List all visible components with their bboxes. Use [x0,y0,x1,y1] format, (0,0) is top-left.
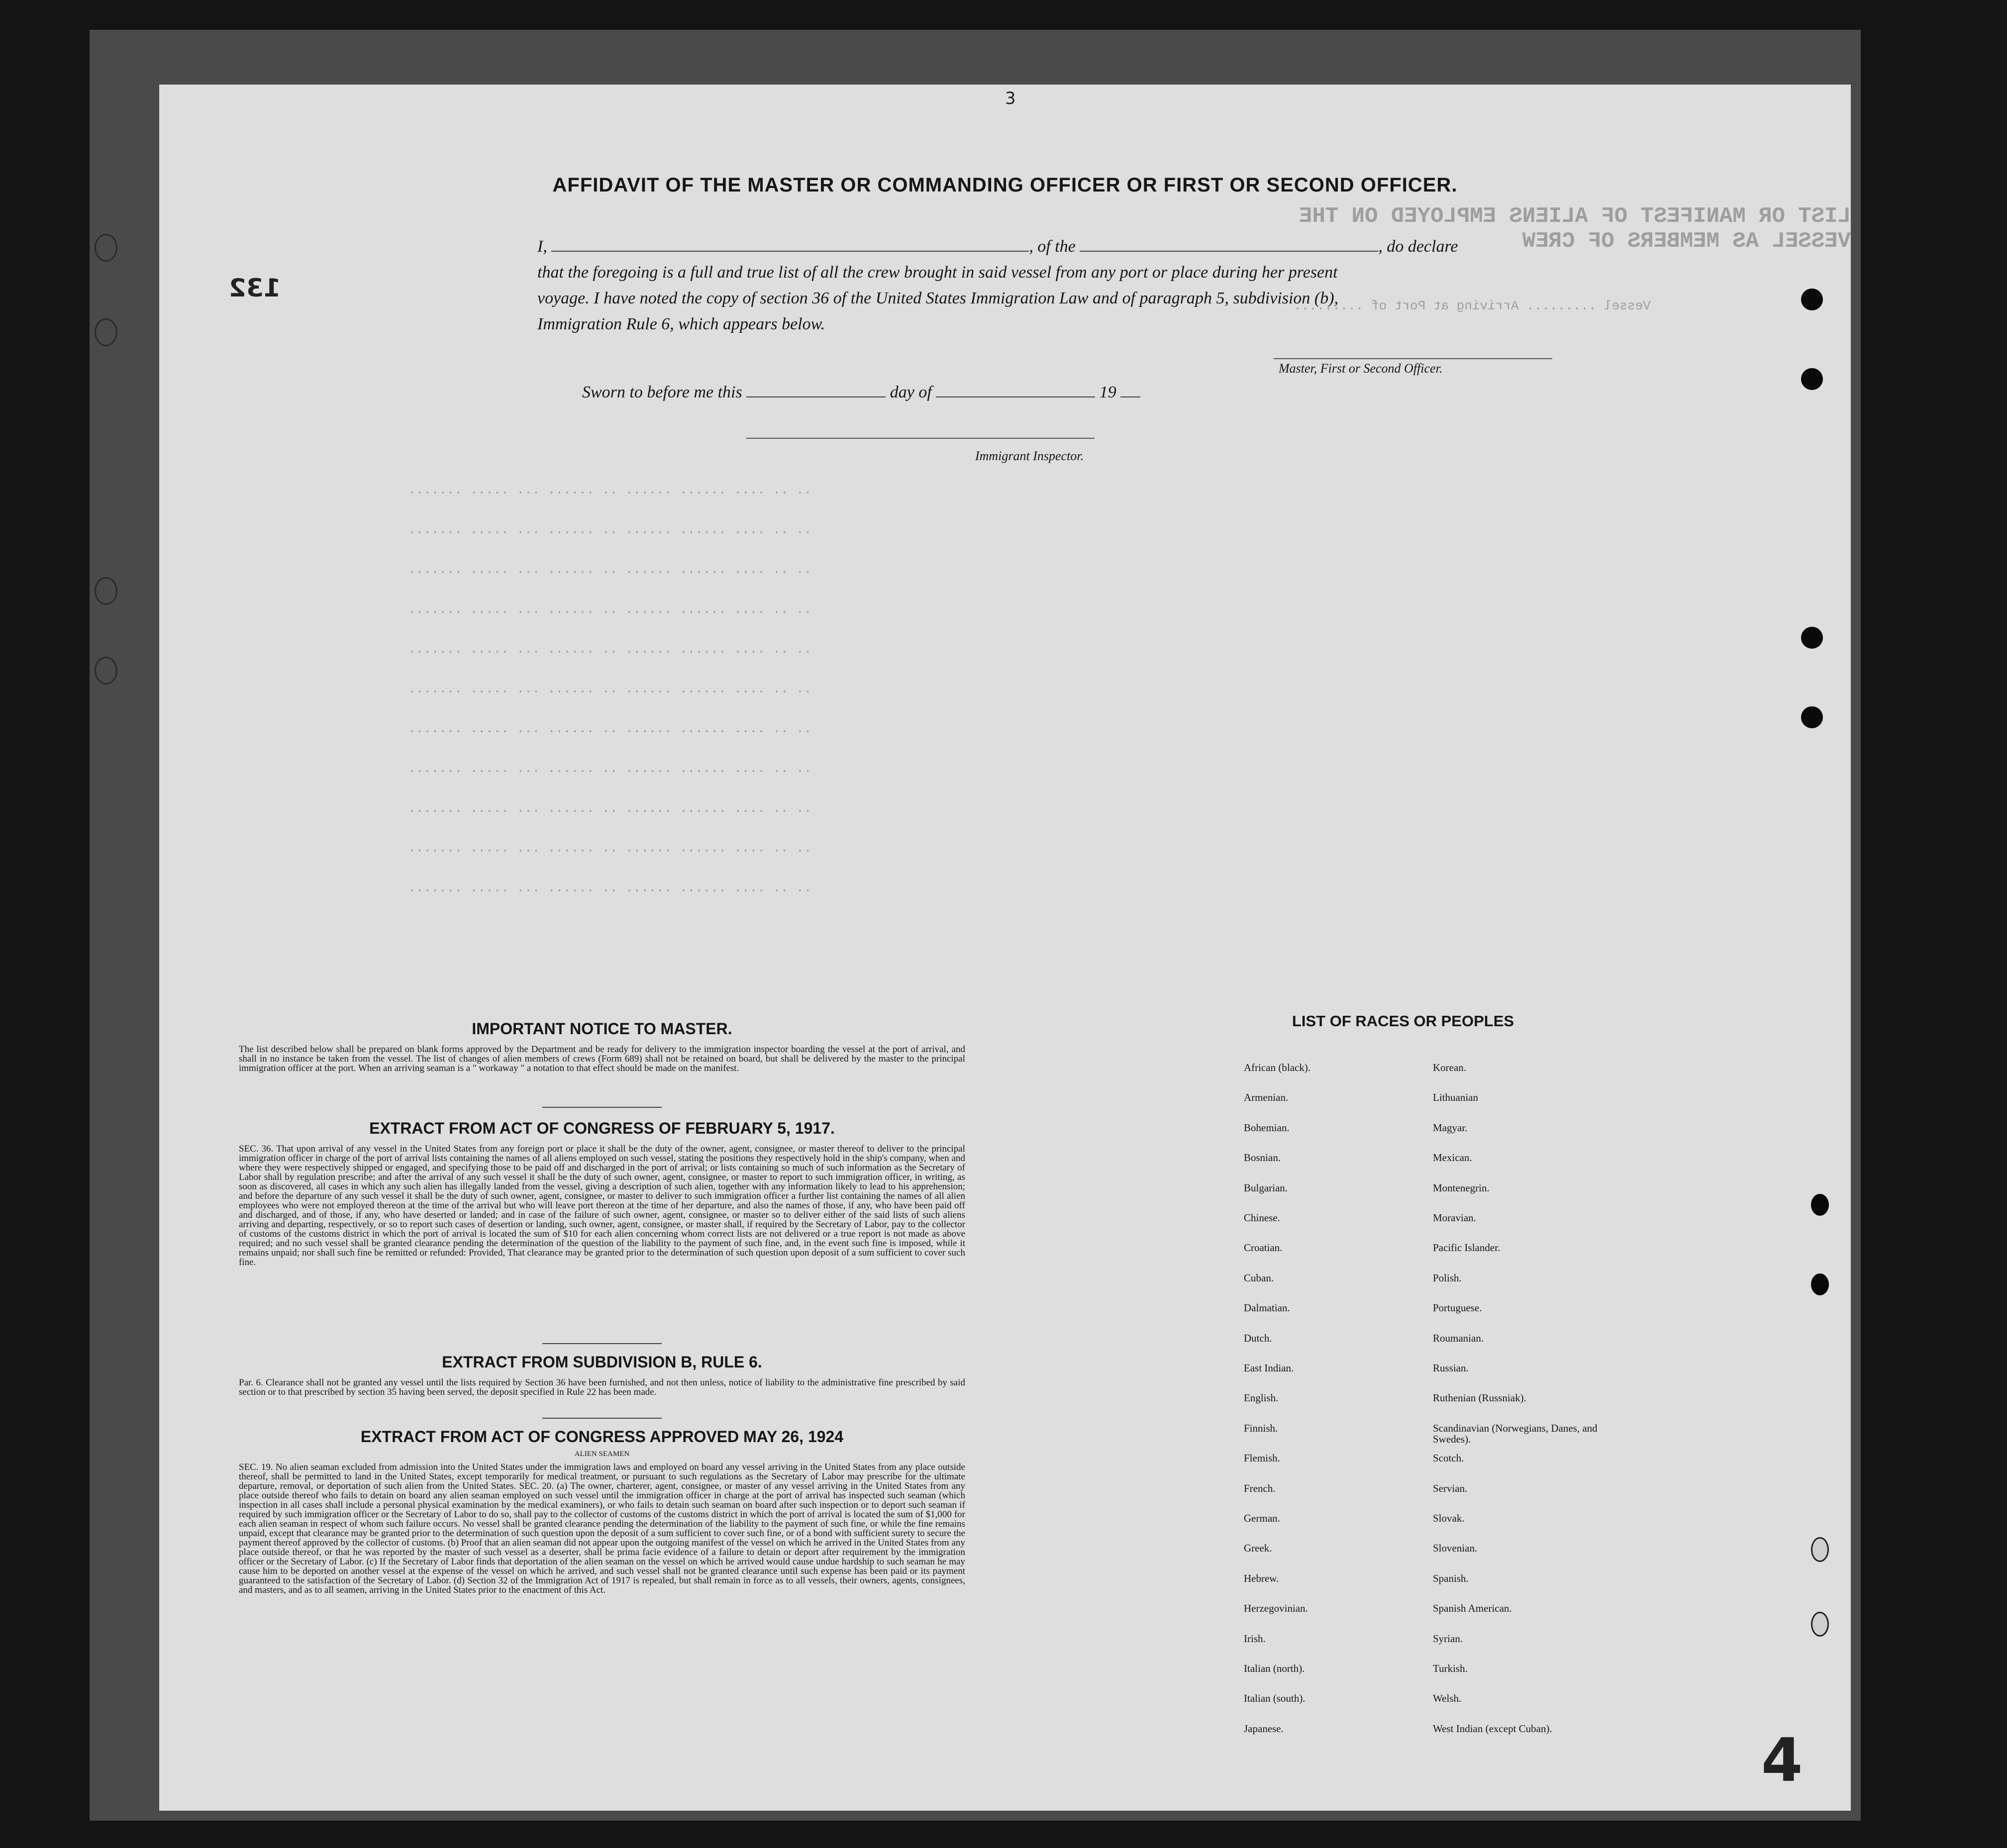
race-item: Servian. [1433,1482,1468,1494]
bleed-through-row: .. .. .... ...... ...... .. ...... ... ..... ....... [408,721,812,736]
i-label: I, [537,237,547,256]
race-item: German. [1244,1512,1280,1524]
affidavit-title: AFFIDAVIT OF THE MASTER OR COMMANDING OFFICER OR FIRST OR SECOND OFFICER. [552,174,1458,196]
extract-rule6-text: Par. 6. Clearance shall not be granted any vessel until the lists required by Section 36 have been furnished, and not then unless, notice of liability to the administrative fine prescribed by said section or to that prescribed by section 35 having been served, the deposit specified in Rule 22 has been made. [239,1377,965,1397]
race-item: West Indian (except Cuban). [1433,1722,1552,1735]
inspector-top-line [746,438,1095,439]
race-item: Portuguese. [1433,1302,1482,1314]
race-item: Syrian. [1433,1632,1463,1645]
spine-ring [95,657,117,684]
race-item: Bulgarian. [1244,1181,1288,1194]
race-item: Cuban. [1244,1271,1274,1284]
race-item: Montenegrin. [1433,1181,1490,1194]
race-item: Hebrew. [1244,1572,1279,1584]
page-number-mirrored: 132 [229,274,281,302]
manifest-page [159,85,1851,1811]
race-item: East Indian. [1244,1362,1294,1374]
year-prefix: 19 [1099,383,1116,401]
extract-rule6-title: EXTRACT FROM SUBDIVISION B, RULE 6. [442,1353,762,1371]
notice-title: IMPORTANT NOTICE TO MASTER. [472,1020,732,1038]
year-blank[interactable] [1120,396,1140,397]
race-item: Slovak. [1433,1512,1465,1524]
binder-hole [1811,1537,1829,1562]
binder-hole [1801,627,1823,649]
body-line-2: voyage. I have noted the copy of section 36 of the United States Immigration Law and of paragraph 5, subdivision (b), [537,289,1339,307]
bleed-through-row: .. .. .... ...... ...... .. ...... ... ..... ....... [408,562,812,577]
divider [542,1343,662,1344]
race-item: French. [1244,1482,1276,1494]
race-item: Greek. [1244,1542,1272,1555]
race-item: Dalmatian. [1244,1302,1290,1314]
spine-ring [95,318,117,346]
of-the-label: , of the [1029,237,1076,256]
race-item: Lithuanian [1433,1091,1478,1104]
race-item: Spanish. [1433,1572,1469,1584]
race-item: Polish. [1433,1271,1462,1284]
bleed-through-row: .. .. .... ...... ...... .. ...... ... ..... ....... [408,841,812,856]
race-item: Mexican. [1433,1152,1472,1164]
race-item: Herzegovinian. [1244,1602,1308,1615]
race-item: Japanese. [1244,1722,1284,1735]
name-blank[interactable] [551,251,1029,252]
race-item: Korean. [1433,1062,1467,1073]
sworn-label: Sworn to before me this [582,383,742,401]
day-blank[interactable] [746,396,886,397]
bleed-through-line: Vessel ......... Arriving at Port of ......... [1294,298,1651,313]
bleed-through-row: .. .. .... ...... ...... .. ...... ... ..... ....... [408,522,812,537]
extract-1917-text: SEC. 36. That upon arrival of any vessel in the United States from any foreign port or place it shall be the duty of the owner, agent, consignee, or master thereof to deliver to the principal immigration officer in charge of the port of arrival lists containing the names of all aliens employed on such vessel, stating the positions they respectively hold in the ship's company, when and where they were respectively shipped or engaged, and specifying those to be paid off and discharged in the port of arrival; or lists containing so much of such information as the Secretary of Labor shall by regulation prescribe; and after the arrival of any such vessel it shall be the duty of such owner, agent, consignee, or master to report to such immigration officer, in writing, as soon as discovered, all cases in which any such alien has illegally landed from the vessel, giving a description of such alien, together with any information likely to lead to his apprehension; and before the departure of any such vessel it shall be the duty of such owner, agent, consignee, or master to deliver to such immigration officer a further list containing the names of all alien employees who were not employed thereon at the time of the arrival but who will leave port thereon at the time of her departure, and also the names of those, if any, who have been paid off and discharged, and of those, if any, who have deserted or landed; and in case of the failure of such owner, agent, consignee, or master so to deliver either of the said lists of such aliens arriving and departing, respectively, or so to report such cases of desertion or landing, such owner, agent, consignee, or master shall, if required by the Secretary of Labor, pay to the collector of customs of the customs district in which the port of arrival is located the sum of $10 for each alien concerning whom correct lists are not delivered or a true report is not made as above required; and no such vessel shall be granted clearance pending the determination of the question of the liability to the payment of such fine, and, in the event such fine is imposed, while it remains unpaid; nor shall such fine be remitted or refunded: Provided, That clearance may be granted prior to the determination of such question upon deposit of a sum sufficient to cover such fine. [239,1144,965,1267]
race-item: Bohemian. [1244,1121,1290,1134]
race-item: Italian (south). [1244,1692,1305,1705]
race-item: African (black). [1244,1062,1311,1073]
bleed-through-row: .. .. .... ...... ...... .. ...... ... ..... ....... [408,602,812,617]
bleed-through-row: .. .. .... ...... ...... .. ...... ... ..... ....... [408,642,812,657]
binder-hole [1811,1194,1829,1216]
race-item: Scotch. [1433,1452,1464,1464]
spine-ring [95,234,117,262]
top-pencil-mark: 3 [1005,89,1016,108]
body-line-3: Immigration Rule 6, which appears below. [537,315,825,333]
extract-1917-title: EXTRACT FROM ACT OF CONGRESS OF FEBRUARY 5, 1917. [369,1119,835,1137]
bleed-through-row: .. .. .... ...... ...... .. ...... ... ..... ....... [408,761,812,776]
bleed-through-heading: LIST OR MANIFEST OF ALIENS EMPLOYED ON THE VESSEL AS MEMBERS OF CREW [1299,204,1851,254]
extract-1924-title: EXTRACT FROM ACT OF CONGRESS APPROVED MAY 26, 1924 [360,1428,844,1446]
binder-hole [1801,706,1823,728]
bleed-through-row: .. .. .... ...... ...... .. ...... ... ..... ....... [408,483,812,497]
race-item: Moravian. [1433,1212,1476,1224]
binder-hole [1811,1612,1829,1637]
signature-line[interactable] [1274,358,1552,359]
bleed-through-row: .. .. .... ...... ...... .. ...... ... ..... ....... [408,801,812,816]
declaration-line [537,234,1682,260]
vessel-blank[interactable] [1080,251,1378,252]
bottom-right-mark: 4 [1761,1726,1803,1795]
day-of-label: day of [890,383,932,401]
race-item: Welsh. [1433,1692,1462,1705]
race-item: Roumanian. [1433,1332,1484,1344]
races-title: LIST OF RACES OR PEOPLES [1292,1012,1514,1030]
binder-hole [1801,368,1823,390]
race-item: Armenian. [1244,1091,1289,1104]
race-item: Scandinavian (Norwegians, Danes, and Swedes). [1433,1422,1598,1445]
body-line-1: that the foregoing is a full and true list of all the crew brought in said vessel from any port or place during her present [537,263,1338,282]
binder-hole [1811,1273,1829,1295]
race-item: Pacific Islander. [1433,1242,1501,1254]
divider [542,1418,662,1419]
race-item: Spanish American. [1433,1602,1512,1615]
spine-ring [95,577,117,605]
month-blank[interactable] [936,396,1095,397]
race-item: English. [1244,1392,1279,1404]
sworn-line [582,383,1140,402]
race-item: Finnish. [1244,1422,1278,1434]
race-item: Chinese. [1244,1212,1280,1224]
race-item: Bosnian. [1244,1152,1281,1164]
notice-text: The list described below shall be prepared on blank forms approved by the Department and be ready for delivery to the immigration inspector boarding the vessel at the port of arrival, and shall in no instance be taken from the vessel. The list of changes of alien members of crews (Form 689) shall not be retained on board, but shall be delivered by the master to the principal immigration officer at the port. When an arriving seaman is a " workaway " a notation to that effect should be made on the manifest. [239,1044,965,1073]
race-item: Dutch. [1244,1332,1272,1344]
race-item: Ruthenian (Russniak). [1433,1392,1526,1404]
divider [542,1107,662,1108]
race-item: Croatian. [1244,1242,1283,1254]
race-item: Italian (north). [1244,1662,1305,1674]
binder-hole [1801,289,1823,310]
affidavit-body [537,234,1682,337]
race-item: Irish. [1244,1632,1266,1645]
race-item: Flemish. [1244,1452,1280,1464]
do-declare-label: , do declare [1378,237,1458,256]
bleed-through-row: .. .. .... ...... ...... .. ...... ... ..... ....... [408,880,812,895]
extract-1924-text: SEC. 19. No alien seaman excluded from admission into the United States under the immigration laws and employed on board any vessel arriving in the United States from any place outside thereof, shall be permitted to land in the United States, except temporarily for medical treatment, or pursuant to such regulations as the Secretary of Labor may prescribe for the ultimate departure, removal, or deportation of such alien from the United States. SEC. 20. (a) The owner, charterer, agent, consignee, or master of any vessel arriving in the United States from any place outside thereof who fails to detain on board any alien seaman employed on such vessel until the immigration officer in charge at the port of arrival has inspected such seaman (which inspection in all cases shall include a personal physical examination by the medical examiners), or who fails to detain such seaman on board after such inspection or to deport such seaman if required by such immigration officer or the Secretary of Labor to do so, shall pay to the collector of customs of the customs district in which the port of arrival is located the sum of $1,000 for each alien seaman in respect of whom such failure occurs. No vessel shall be granted clearance pending the determination of the liability to the payment of such fine, or while the fine remains unpaid, except that clearance may be granted prior to the determination of such question upon the deposit of a sum sufficient to cover such fine, or of a bond with sufficient surety to secure the payment thereof approved by the collector of customs. (b) Proof that an alien seaman did not appear upon the outgoing manifest of the vessel on which he arrived in the United States from any place outside thereof, or that he was reported by the master of such vessel as a deserter, shall be prima facie evidence of a failure to detain or deport after requirement by the immigration officer or the Secretary of Labor. (c) If the Secretary of Labor finds that deportation of the alien seaman on the vessel on which he arrived would cause undue hardship to such seaman he may cause him to be deported on another vessel at the expense of the vessel on which he arrived, and such vessel shall not be granted clearance until such expense has been paid or its payment guaranteed to the satisfaction of the Secretary of Labor. (d) Section 32 of the Immigration Act of 1917 is repealed, but shall remain in force as to all vessels, their owners, agents, consignees, and masters, and as to all seamen, arriving in the United States prior to the enactment of this Act. [239,1462,965,1595]
race-item: Russian. [1433,1362,1469,1374]
inspector-label: Immigrant Inspector. [975,449,1084,463]
extract-1924-subtitle: ALIEN SEAMEN [574,1450,630,1458]
race-item: Magyar. [1433,1121,1468,1134]
signature-label: Master, First or Second Officer. [1279,361,1443,376]
race-item: Turkish. [1433,1662,1468,1674]
bleed-through-row: .. .. .... ...... ...... .. ...... ... ..... ....... [408,681,812,696]
race-item: Slovenian. [1433,1542,1478,1555]
